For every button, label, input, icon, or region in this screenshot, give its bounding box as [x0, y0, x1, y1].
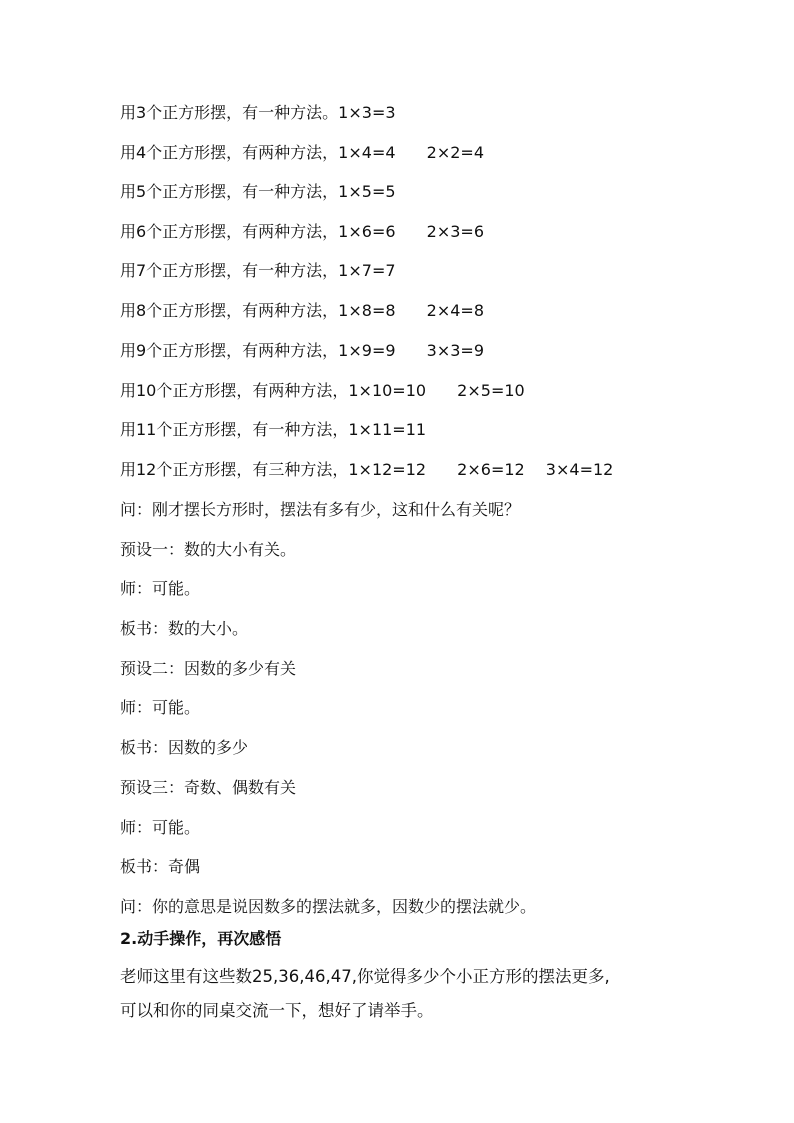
row-extra: 2×3=6 [426, 222, 484, 241]
question-line: 问：你的意思是说因数多的摆法就多，因数少的摆法就少。 [120, 897, 537, 916]
row-extra: 2×4=8 [426, 301, 484, 320]
list-item [120, 260, 396, 282]
row-text: 用11个正方形摆，有一种方法，1×11=11 [120, 420, 427, 439]
row-text: 用5个正方形摆，有一种方法，1×5=5 [120, 182, 396, 201]
question-line: 问：刚才摆长方形时，摆法有多有少，这和什么有关呢？ [120, 500, 521, 519]
row-text: 用7个正方形摆，有一种方法，1×7=7 [120, 261, 396, 280]
final-paragraph [120, 960, 680, 1028]
preset-line: 预设一：数的大小有关。 [120, 540, 297, 559]
row-extra: 2×5=10 [457, 381, 525, 400]
row-extra: 3×3=9 [426, 341, 484, 360]
teacher-line: 师：可能。 [120, 698, 201, 717]
preset-line: 预设三：奇数、偶数有关 [120, 778, 297, 797]
list-item [120, 300, 484, 322]
row-text: 用8个正方形摆，有两种方法，1×8=8 [120, 301, 396, 320]
teacher-line: 师：可能。 [120, 818, 201, 837]
list-item [120, 380, 525, 402]
board-line: 板书：数的大小。 [120, 619, 249, 638]
list-item [120, 419, 426, 441]
board-line: 板书：因数的多少 [120, 738, 249, 757]
list-item [120, 142, 484, 164]
row-text: 用4个正方形摆，有两种方法，1×4=4 [120, 143, 396, 162]
list-item [120, 181, 396, 203]
row-extra: 3×4=12 [545, 460, 614, 479]
list-item [120, 459, 613, 481]
list-item [120, 102, 396, 124]
row-text: 用6个正方形摆，有两种方法，1×6=6 [120, 222, 396, 241]
teacher-line: 师：可能。 [120, 579, 201, 598]
row-text: 用3个正方形摆，有一种方法。1×3=3 [120, 103, 396, 122]
list-item [120, 340, 484, 362]
row-text: 用9个正方形摆，有两种方法，1×9=9 [120, 341, 396, 360]
paragraph-line: 可以和你的同桌交流一下，想好了请举手。 [120, 1001, 434, 1020]
row-text: 用12个正方形摆，有三种方法，1×12=12 [120, 460, 427, 479]
row-extra: 2×2=4 [426, 143, 484, 162]
list-item [120, 221, 484, 243]
row-text: 用10个正方形摆，有两种方法，1×10=10 [120, 381, 427, 400]
row-extra: 2×6=12 [457, 460, 525, 479]
board-line: 板书：奇偶 [120, 857, 201, 876]
preset-line: 预设二：因数的多少有关 [120, 659, 297, 678]
section-heading: 2.动手操作，再次感悟 [120, 929, 282, 948]
paragraph-line: 老师这里有这些数25,36,46,47,你觉得多少个小正方形的摆法更多, [120, 967, 610, 986]
